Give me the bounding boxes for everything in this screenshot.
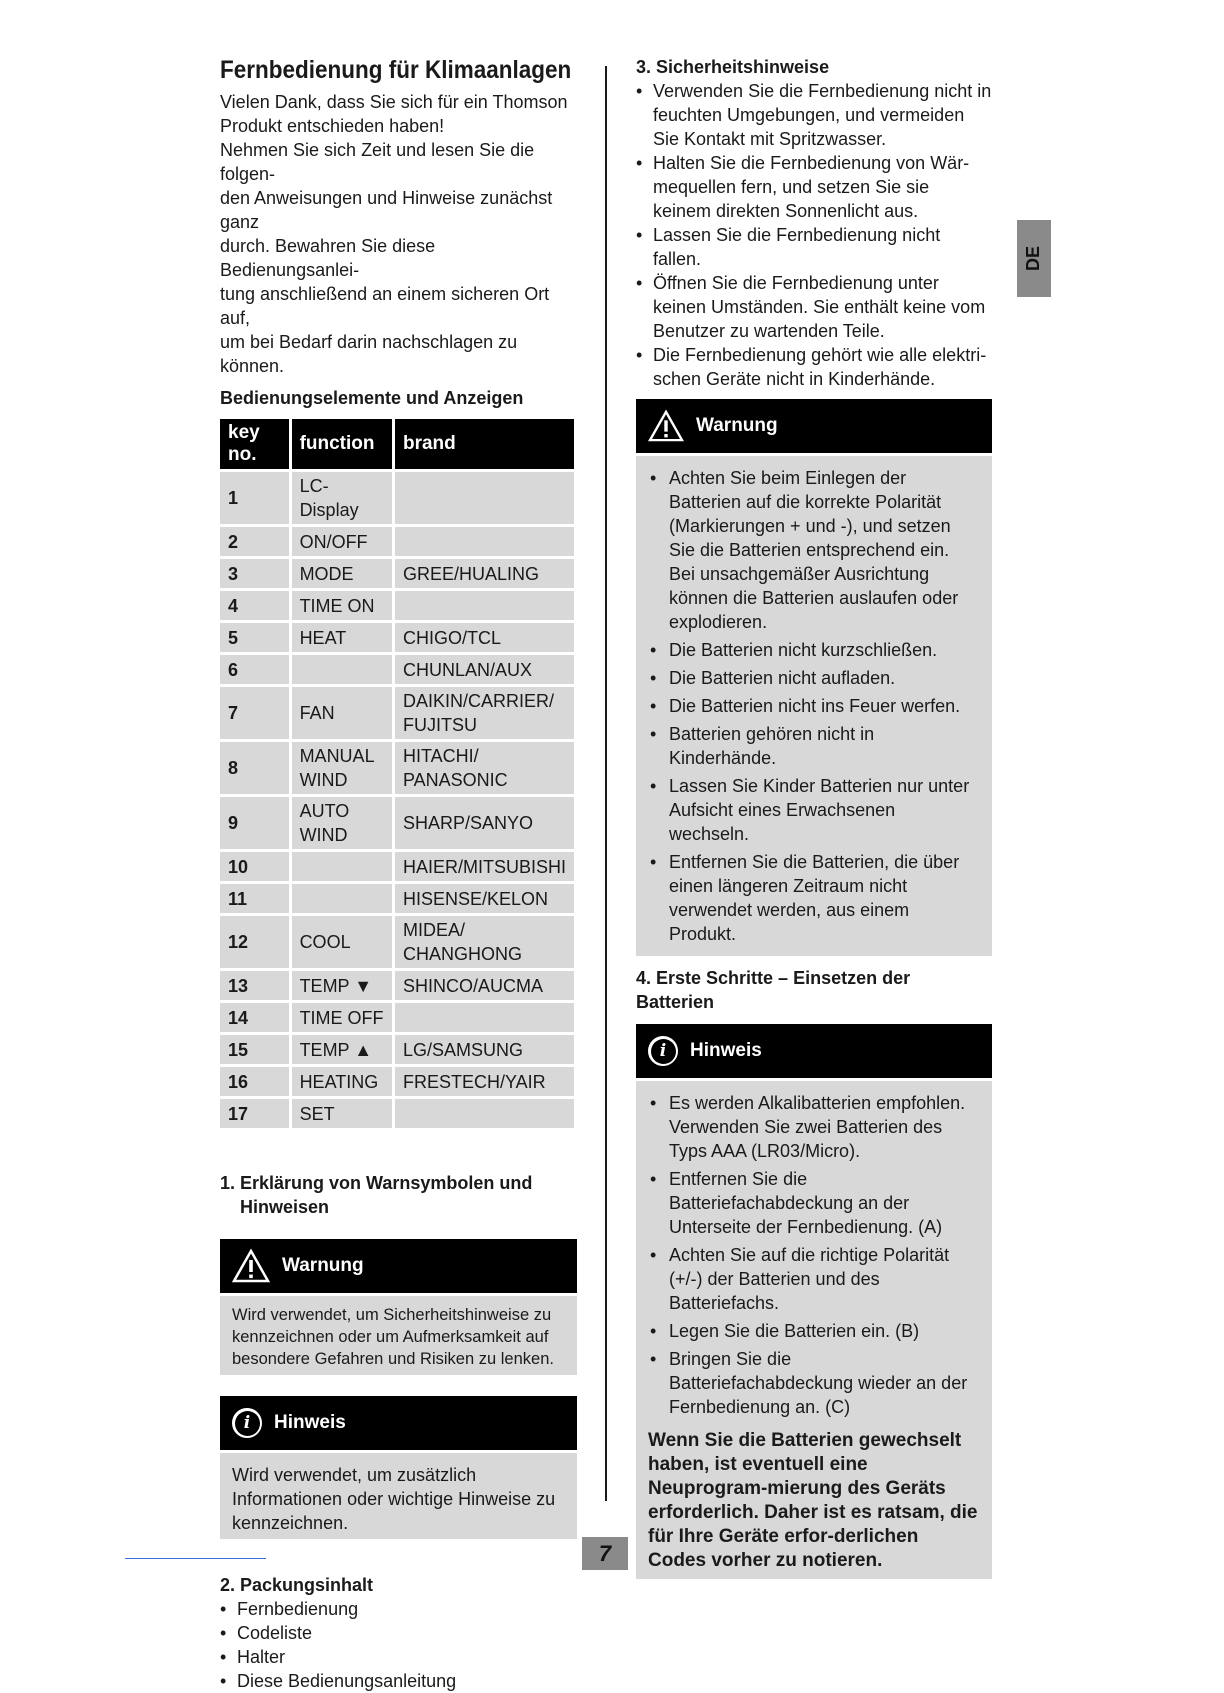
table-row bbox=[220, 971, 574, 1000]
battery-warning-title: Warnung bbox=[696, 415, 778, 436]
column-divider bbox=[605, 66, 607, 1501]
battery-info-header bbox=[636, 1024, 992, 1078]
list-item: • Öffnen Sie die Fernbedienung unter keinen Umständen. Sie enthält keine vom Benutzer zu wartenden Teile. bbox=[636, 271, 992, 343]
key-no-cell: 13 bbox=[220, 971, 289, 1000]
brand-cell: HITACHI/ PANASONIC bbox=[395, 742, 574, 794]
table-row bbox=[220, 1003, 574, 1032]
list-item: • Entfernen Sie die Batteriefachabdeckung an der Unterseite der Fernbedienung. (A) bbox=[650, 1167, 980, 1239]
key-no-cell: 17 bbox=[220, 1099, 289, 1128]
column-header-brand: brand bbox=[395, 419, 574, 469]
warning-triangle-icon bbox=[232, 1249, 270, 1283]
key-no-cell: 1 bbox=[220, 472, 289, 524]
info-box bbox=[220, 1396, 577, 1539]
list-item: • Die Batterien nicht aufladen. bbox=[650, 666, 980, 690]
battery-info-body bbox=[636, 1081, 992, 1579]
function-cell: COOL bbox=[292, 916, 392, 968]
list-item: • Lassen Sie Kinder Batterien nur unter Aufsicht eines Erwachsenen wechseln. bbox=[650, 774, 980, 846]
brand-cell: CHUNLAN/AUX bbox=[395, 655, 574, 684]
warning-box bbox=[220, 1239, 577, 1375]
warning-box-title: Warnung bbox=[282, 1255, 364, 1276]
page-number: 7 bbox=[582, 1537, 628, 1570]
package-list bbox=[220, 1597, 577, 1693]
section4-heading: 4. Erste Schritte – Einsetzen der Batterien bbox=[636, 968, 911, 1012]
key-no-cell: 6 bbox=[220, 655, 289, 684]
brand-cell bbox=[395, 1099, 574, 1128]
function-cell: AUTO WIND bbox=[292, 797, 392, 849]
brand-cell bbox=[395, 472, 574, 524]
list-item: • Die Batterien nicht ins Feuer werfen. bbox=[650, 694, 980, 718]
function-cell: HEAT bbox=[292, 623, 392, 652]
key-no-cell: 3 bbox=[220, 559, 289, 588]
function-cell: MODE bbox=[292, 559, 392, 588]
table-row bbox=[220, 884, 574, 913]
warning-box-body: Wird verwendet, um Sicherheitshinweise zu kennzeichnen oder um Aufmerksamkeit auf besondere Gefahren und Risiken zu lenken. bbox=[220, 1296, 577, 1375]
table-row bbox=[220, 527, 574, 556]
left-column bbox=[220, 52, 577, 1693]
info-box-header bbox=[220, 1396, 577, 1450]
function-cell: MANUAL WIND bbox=[292, 742, 392, 794]
table-row bbox=[220, 472, 574, 524]
list-item: • Legen Sie die Batterien ein. (B) bbox=[650, 1319, 980, 1343]
list-item: • Es werden Alkalibatterien empfohlen. Verwenden Sie zwei Batterien des Typs AAA (LR03/Micro). bbox=[650, 1091, 980, 1163]
key-no-cell: 14 bbox=[220, 1003, 289, 1032]
list-item: • Diese Bedienungsanleitung bbox=[220, 1669, 577, 1693]
info-icon: i bbox=[232, 1408, 262, 1438]
language-tab: DE bbox=[1017, 220, 1051, 297]
key-no-cell: 2 bbox=[220, 527, 289, 556]
list-item: • Die Fernbedienung gehört wie alle elektri-schen Geräte nicht in Kinderhände. bbox=[636, 343, 992, 391]
function-cell: ON/OFF bbox=[292, 527, 392, 556]
function-cell: LC-Display bbox=[292, 472, 392, 524]
brand-cell: SHARP/SANYO bbox=[395, 797, 574, 849]
brand-cell: CHIGO/TCL bbox=[395, 623, 574, 652]
table-row bbox=[220, 1035, 574, 1064]
table-row bbox=[220, 655, 574, 684]
brand-cell: HAIER/MITSUBISHI bbox=[395, 852, 574, 881]
reprogram-note: Wenn Sie die Batterien gewechselt haben, ist eventuell eine Neuprogram-mierung des Geräts erforderlich. Daher ist es ratsam, die für Ihre Geräte erfor-derlichen Codes vorher zu notieren. bbox=[648, 1430, 978, 1571]
list-item: • Batterien gehören nicht in Kinderhände. bbox=[650, 722, 980, 770]
list-item: • Achten Sie auf die richtige Polarität (+/-) der Batterien und des Batteriefachs. bbox=[650, 1243, 980, 1315]
table-row bbox=[220, 591, 574, 620]
function-cell bbox=[292, 852, 392, 881]
brand-cell bbox=[395, 527, 574, 556]
brand-cell: DAIKIN/CARRIER/ FUJITSU bbox=[395, 687, 574, 739]
controls-heading: Bedienungselemente und Anzeigen bbox=[220, 388, 524, 408]
function-cell bbox=[292, 884, 392, 913]
table-row bbox=[220, 916, 574, 968]
list-item: • Verwenden Sie die Fernbedienung nicht in feuchten Umgebungen, und vermeiden Sie Kontakt mit Spritzwasser. bbox=[636, 79, 992, 151]
list-item: • Lassen Sie die Fernbedienung nicht fallen. bbox=[636, 223, 992, 271]
warning-triangle-icon bbox=[648, 410, 684, 442]
brand-cell: HISENSE/KELON bbox=[395, 884, 574, 913]
key-no-cell: 9 bbox=[220, 797, 289, 849]
function-cell: TEMP ▲ bbox=[292, 1035, 392, 1064]
list-item: • Codeliste bbox=[220, 1621, 577, 1645]
function-cell: HEATING bbox=[292, 1067, 392, 1096]
brand-cell: FRESTECH/YAIR bbox=[395, 1067, 574, 1096]
key-no-cell: 7 bbox=[220, 687, 289, 739]
list-item: • Die Batterien nicht kurzschließen. bbox=[650, 638, 980, 662]
battery-info-box bbox=[636, 1024, 992, 1579]
key-no-cell: 5 bbox=[220, 623, 289, 652]
key-no-cell: 16 bbox=[220, 1067, 289, 1096]
battery-warning-body bbox=[636, 456, 992, 956]
column-header-key-no: key no. bbox=[220, 419, 289, 469]
list-item: • Fernbedienung bbox=[220, 1597, 577, 1621]
function-cell: SET bbox=[292, 1099, 392, 1128]
function-cell: TIME OFF bbox=[292, 1003, 392, 1032]
info-icon: i bbox=[648, 1036, 678, 1066]
section2-heading: 2. Packungsinhalt bbox=[220, 1575, 374, 1595]
table-header-row bbox=[220, 419, 574, 469]
key-no-cell: 4 bbox=[220, 591, 289, 620]
section3-heading: 3. Sicherheitshinweise bbox=[636, 57, 830, 77]
battery-warning-box bbox=[636, 399, 992, 956]
key-no-cell: 8 bbox=[220, 742, 289, 794]
table-row bbox=[220, 1099, 574, 1128]
table-row bbox=[220, 797, 574, 849]
right-column bbox=[636, 52, 992, 1579]
function-cell: FAN bbox=[292, 687, 392, 739]
list-item: • Halten Sie die Fernbedienung von Wär-mequellen fern, und setzen Sie sie keinem direkten Sonnenlicht aus. bbox=[636, 151, 992, 223]
brand-cell: MIDEA/ CHANGHONG bbox=[395, 916, 574, 968]
battery-warning-header bbox=[636, 399, 992, 453]
table-row bbox=[220, 559, 574, 588]
key-no-cell: 11 bbox=[220, 884, 289, 913]
function-cell bbox=[292, 655, 392, 684]
table-row bbox=[220, 742, 574, 794]
warning-box-header bbox=[220, 1239, 577, 1293]
table-row bbox=[220, 623, 574, 652]
safety-list bbox=[636, 79, 992, 391]
intro-text: Vielen Dank, dass Sie sich für ein Thomson Produkt entschieden haben! Nehmen Sie sich Zeit und lesen Sie die folgen- den Anweisungen und Hinweise zunächst ganz durch. Bewahren Sie diese Bedienungsanlei- tung anschließend an einem sicheren Ort auf, um bei Bedarf darin nachschlagen zu können. bbox=[220, 92, 568, 376]
footer-line bbox=[125, 1558, 266, 1559]
brand-cell bbox=[395, 1003, 574, 1032]
brand-cell: LG/SAMSUNG bbox=[395, 1035, 574, 1064]
table-row bbox=[220, 687, 574, 739]
key-no-cell: 12 bbox=[220, 916, 289, 968]
list-item: • Bringen Sie die Batteriefachabdeckung wieder an der Fernbedienung an. (C) bbox=[650, 1347, 980, 1419]
list-item: • Entfernen Sie die Batterien, die über einen längeren Zeitraum nicht verwendet werden, aus einem Produkt. bbox=[650, 850, 980, 946]
brand-cell bbox=[395, 591, 574, 620]
info-box-body: Wird verwendet, um zusätzlich Informationen oder wichtige Hinweise zu kennzeichnen. bbox=[220, 1453, 577, 1539]
list-item: • Halter bbox=[220, 1645, 577, 1669]
key-no-cell: 10 bbox=[220, 852, 289, 881]
key-no-cell: 15 bbox=[220, 1035, 289, 1064]
table-row bbox=[220, 852, 574, 881]
key-table bbox=[217, 416, 577, 1131]
page-title: Fernbedienung für Klimaanlagen bbox=[220, 56, 572, 84]
section1-heading: 1. Erklärung von Warnsymbolen und Hinweisen bbox=[220, 1173, 533, 1217]
column-header-function: function bbox=[292, 419, 392, 469]
table-row bbox=[220, 1067, 574, 1096]
brand-cell: SHINCO/AUCMA bbox=[395, 971, 574, 1000]
function-cell: TIME ON bbox=[292, 591, 392, 620]
battery-info-title: Hinweis bbox=[690, 1040, 762, 1061]
list-item: • Achten Sie beim Einlegen der Batterien auf die korrekte Polarität (Markierungen + und -), und setzen Sie die Batterien entsprechend ein. Bei unsachgemäßer Ausrichtung können die Batterien auslaufen oder explodieren. bbox=[650, 466, 980, 634]
info-box-title: Hinweis bbox=[274, 1412, 346, 1433]
function-cell: TEMP ▼ bbox=[292, 971, 392, 1000]
brand-cell: GREE/HUALING bbox=[395, 559, 574, 588]
